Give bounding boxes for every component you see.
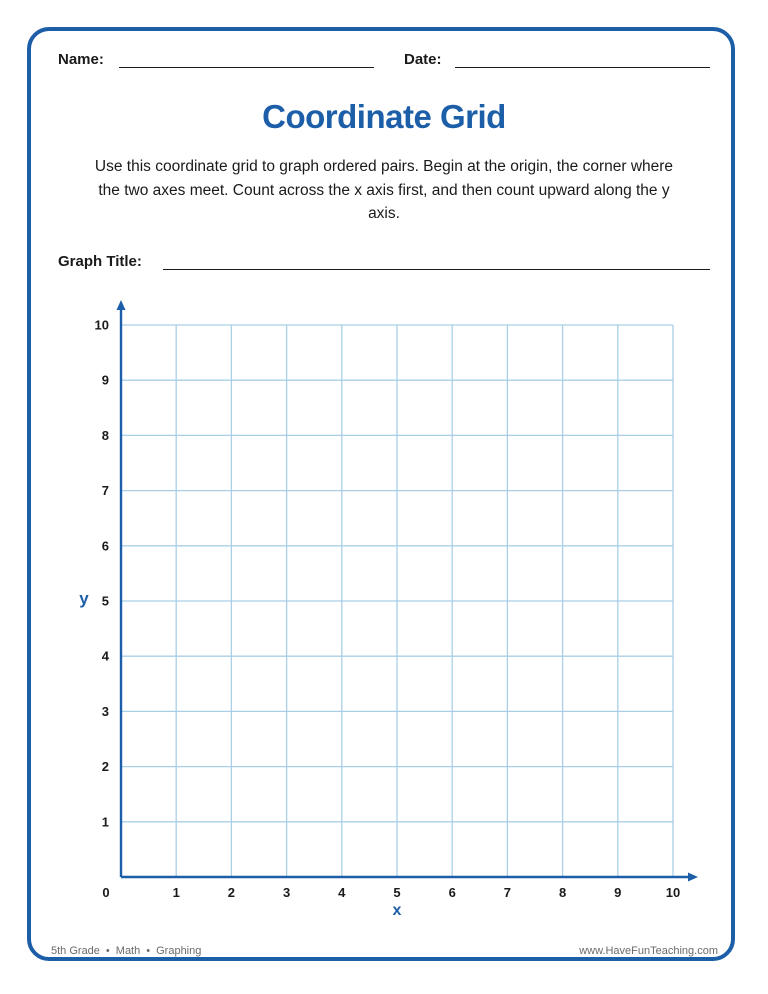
y-tick-label: 1 [101,814,109,830]
graph-title-label: Graph Title: [58,253,142,270]
x-axis-label: x [392,902,402,919]
instructions-text: Use this coordinate grid to graph ordered pairs. Begin at the origin, the corner where the two axes meet. Count across the x axis first, and then count upward along the y axis. [94,158,674,222]
y-tick-label: 3 [101,703,109,719]
x-tick-label: 6 [448,885,456,900]
y-axis-label: y [79,589,89,608]
x-tick-label: 9 [614,885,622,900]
y-tick-label: 9 [101,372,109,388]
y-tick-label: 5 [101,593,109,609]
x-tick-label: 7 [503,885,512,900]
footer-grade: 5th Grade [51,945,100,957]
y-tick-label: 4 [101,648,109,664]
y-tick-label: 8 [101,427,109,443]
footer-tags [51,945,201,957]
footer-website[interactable]: www.HaveFunTeaching.com [579,945,718,957]
footer-subject: Math [115,945,141,957]
y-axis-arrow-icon [117,300,126,310]
bullet-icon: • [105,945,110,957]
name-label: Name: [58,51,104,68]
x-axis-arrow-icon [688,873,698,882]
page-title: Coordinate Grid [262,98,506,135]
x-tick-label: 5 [393,885,401,900]
y-tick-label: 7 [101,483,109,499]
y-tick-label: 2 [101,759,109,775]
x-tick-label: 1 [172,885,180,900]
footer-topic: Graphing [156,945,202,957]
x-tick-label: 4 [338,885,346,900]
date-label: Date: [404,51,442,68]
x-tick-label: 0 [102,885,110,900]
x-tick-label: 2 [227,885,236,900]
x-tick-label: 3 [282,885,291,900]
y-tick-label: 10 [94,317,109,333]
x-tick-label: 10 [665,885,681,900]
y-tick-label: 6 [101,538,109,554]
bullet-icon: • [146,945,151,957]
x-tick-label: 8 [558,885,567,900]
